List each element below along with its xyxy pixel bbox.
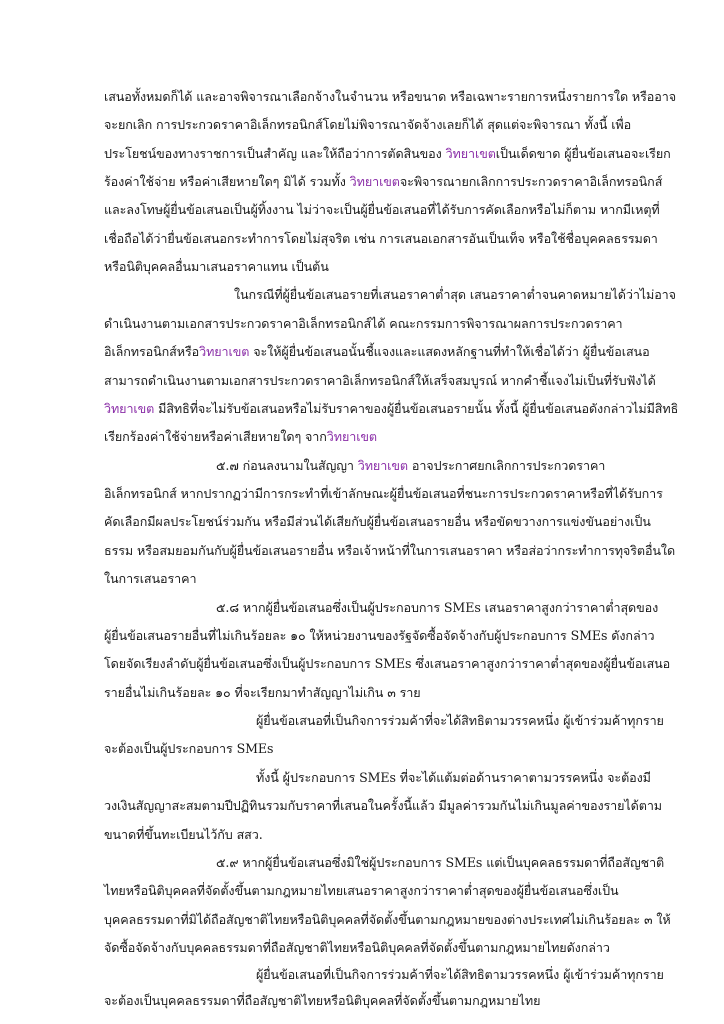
text-line: ๕.๙ หากผู้ยื่นข้อเสนอซึ่งมิใช่ผู้ประกอบการ SMEs แต่เป็นบุคคลธรรมดาที่ถือสัญชาติ: [216, 855, 665, 870]
text-line: ผู้ยื่นข้อเสนอที่เป็นกิจการร่วมค้าที่จะได้สิทธิตามวรรคหนึ่ง ผู้เข้าร่วมค้าทุกราย: [256, 713, 664, 728]
text-line: เสนอทั้งหมดก็ได้ และอาจพิจารณาเลือกจ้างในจำนวน หรือขนาด หรือเฉพาะรายการหนึ่งรายการใด หรืออาจ: [104, 89, 676, 104]
text-line: เรียกร้องค่าใช้จ่ายหรือค่าเสียหายใดๆ จากวิทยาเขต: [104, 429, 378, 444]
text-line: ๕.๗ ก่อนลงนามในสัญญา วิทยาเขต อาจประกาศยกเลิกการประกวดราคา: [216, 458, 606, 473]
highlighted-term: วิทยาเขต: [199, 344, 250, 359]
highlighted-term: วิทยาเขต: [357, 458, 408, 473]
highlighted-term: วิทยาเขต: [349, 174, 400, 189]
text-line: จะยกเลิก การประกวดราคาอิเล็กทรอนิกส์โดยไม่พิจารณาจัดจ้างเลยก็ได้ สุดแต่จะพิจารณา ทั้งนี้ เพื่อ: [104, 117, 632, 132]
text-line: ในกรณีที่ผู้ยื่นข้อเสนอรายที่เสนอราคาต่ำสุด เสนอราคาต่ำจนคาดหมายได้ว่าไม่อาจ: [234, 287, 676, 302]
text-line: ไทยหรือนิติบุคคลที่จัดตั้งขึ้นตามกฎหมายไทยเสนอราคาสูงกว่าราคาต่ำสุดของผู้ยื่นข้อเสนอซึ่งเป็น: [104, 883, 619, 898]
text-line: จะต้องเป็นบุคคลธรรมดาที่ถือสัญชาติไทยหรือนิติบุคคลที่จัดตั้งขึ้นตามกฎหมายไทย: [104, 993, 541, 1008]
text-line: หรือนิติบุคคลอื่นมาเสนอราคาแทน เป็นต้น: [104, 259, 329, 274]
text-line: ทั้งนี้ ผู้ประกอบการ SMEs ที่จะได้แต้มต่อด้านราคาตามวรรคหนึ่ง จะต้องมี: [256, 770, 651, 785]
text-line: วงเงินสัญญาสะสมตามปีปฏิทินรวมกับราคาที่เสนอในครั้งนี้แล้ว มีมูลค่ารวมกันไม่เกินมูลค่าของรายได้ตาม: [104, 798, 662, 813]
text-line: ในการเสนอราคา: [104, 571, 197, 586]
text-line: บุคคลธรรมดาที่มิได้ถือสัญชาติไทยหรือนิติบุคคลที่จัดตั้งขึ้นตามกฎหมายของต่างประเทศไม่เกินร้อยละ ๓ ให้: [104, 912, 671, 927]
text-line: รายอื่นไม่เกินร้อยละ ๑๐ ที่จะเรียกมาทำสัญญาไม่เกิน ๓ ราย: [104, 685, 421, 700]
text-line: จะต้องเป็นผู้ประกอบการ SMEs: [104, 741, 274, 756]
text-line: จัดซื้อจัดจ้างกับบุคคลธรรมดาที่ถือสัญชาติไทยหรือนิติบุคคลที่จัดตั้งขึ้นตามกฎหมายไทยดังกล่าว: [104, 940, 610, 955]
highlighted-term: วิทยาเขต: [326, 429, 378, 444]
text-line: วิทยาเขต มีสิทธิที่จะไม่รับข้อเสนอหรือไม่รับราคาของผู้ยื่นข้อเสนอรายนั้น ทั้งนี้ ผู้ยื่นข้อเสนอดังกล่าวไม่มีสิทธิ: [104, 401, 679, 416]
text-line: ผู้ยื่นข้อเสนอรายอื่นที่ไม่เกินร้อยละ ๑๐ ให้หน่วยงานของรัฐจัดซื้อจัดจ้างกับผู้ประกอบการ SMEs ดังกล่าว: [104, 628, 655, 643]
highlighted-term: วิทยาเขต: [445, 146, 496, 161]
text-line: ประโยชน์ของทางราชการเป็นสำคัญ และให้ถือว่าการตัดสินของ วิทยาเขตเป็นเด็ดขาด ผู้ยื่นข้อเสนอจะเรียก: [104, 146, 671, 161]
text-line: สามารถดำเนินงานตามเอกสารประกวดราคาอิเล็กทรอนิกส์ให้เสร็จสมบูรณ์ หากคำชี้แจงไม่เป็นที่รับฟังได้: [104, 373, 656, 388]
highlighted-term: วิทยาเขต: [104, 401, 155, 416]
text-line: ขนาดที่ขึ้นทะเบียนไว้กับ สสว.: [104, 827, 263, 842]
text-line: ๕.๘ หากผู้ยื่นข้อเสนอซึ่งเป็นผู้ประกอบการ SMEs เสนอราคาสูงกว่าราคาต่ำสุดของ: [216, 600, 659, 615]
text-line: ดำเนินงานตามเอกสารประกวดราคาอิเล็กทรอนิกส์ได้ คณะกรรมการพิจารณาผลการประกวดราคา: [104, 316, 623, 331]
text-line: ผู้ยื่นข้อเสนอที่เป็นกิจการร่วมค้าที่จะได้สิทธิตามวรรคหนึ่ง ผู้เข้าร่วมค้าทุกราย: [256, 967, 664, 982]
text-line: โดยจัดเรียงลำดับผู้ยื่นข้อเสนอซึ่งเป็นผู้ประกอบการ SMEs ซึ่งเสนอราคาสูงกว่าราคาต่ำสุดของผู้ยื่นข้อเสนอ: [104, 656, 671, 671]
text-line: และลงโทษผู้ยื่นข้อเสนอเป็นผู้ทิ้งงาน ไม่ว่าจะเป็นผู้ยื่นข้อเสนอที่ได้รับการคัดเลือกหรือไม่ก็ตาม หากมีเหตุที่: [104, 202, 660, 217]
text-line: อิเล็กทรอนิกส์หรือวิทยาเขต จะให้ผู้ยื่นข้อเสนอนั้นชี้แจงและแสดงหลักฐานที่ทำให้เชื่อได้ว่า ผู้ยื่นข้อเสนอ: [104, 344, 650, 359]
text-line: เชื่อถือได้ว่ายื่นข้อเสนอกระทำการโดยไม่สุจริต เช่น การเสนอเอกสารอันเป็นเท็จ หรือใช้ชื่อบุคคลธรรมดา: [104, 231, 658, 246]
text-line: คัดเลือกมีผลประโยชน์ร่วมกัน หรือมีส่วนได้เสียกับผู้ยื่นข้อเสนอรายอื่น หรือขัดขวางการแข่งขันอย่างเป็น: [104, 514, 651, 529]
text-line: ธรรม หรือสมยอมกันกับผู้ยื่นข้อเสนอรายอื่น หรือเจ้าหน้าที่ในการเสนอราคา หรือส่อว่ากระทำการทุจริตอื่นใด: [104, 543, 676, 558]
text-line: ร้องค่าใช้จ่าย หรือค่าเสียหายใดๆ มิได้ รวมทั้ง วิทยาเขตจะพิจารณายกเลิกการประกวดราคาอิเล็กทรอนิกส์: [104, 174, 663, 189]
text-line: อิเล็กทรอนิกส์ หากปรากฏว่ามีการกระทำที่เข้าลักษณะผู้ยื่นข้อเสนอที่ชนะการประกวดราคาหรือที่ได้รับการ: [104, 486, 663, 501]
